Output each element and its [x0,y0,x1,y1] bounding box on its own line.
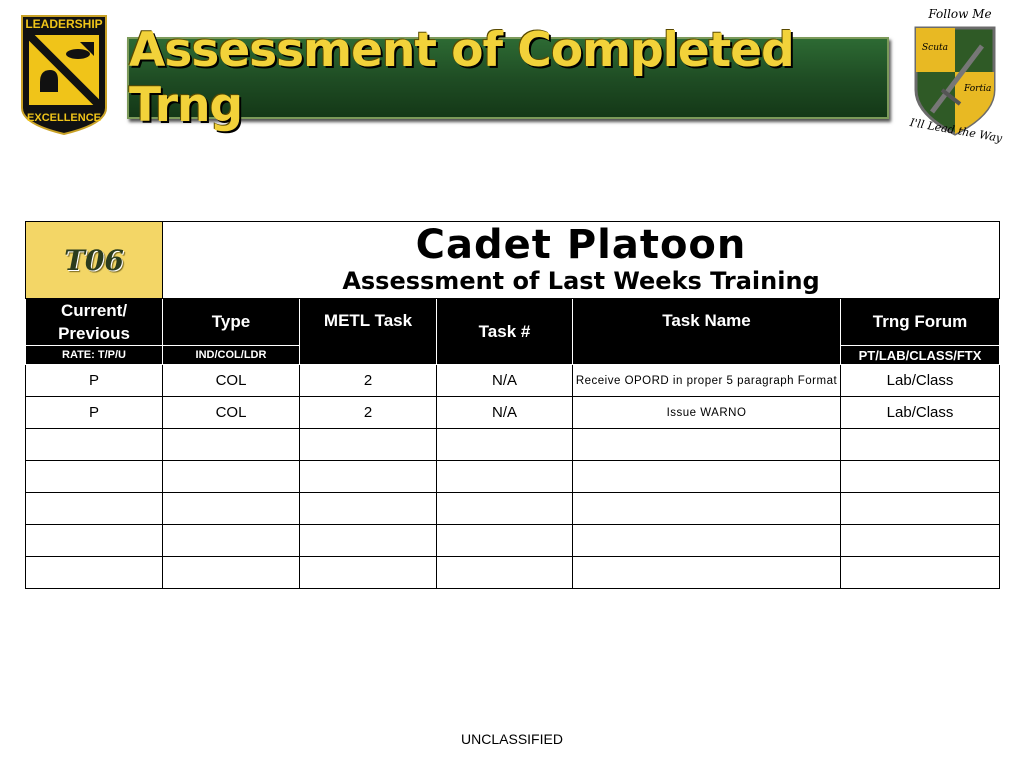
cell-task-number [437,493,573,525]
col-header-metl-task: METL Task [300,299,437,365]
cell-type [163,557,300,589]
right-logo-left-text: Scuta [922,43,948,53]
cell-metl-task [300,429,437,461]
left-logo-top-text: LEADERSHIP [25,17,103,31]
rotc-leadership-excellence-shield-icon [18,12,110,138]
cell-type: COL [163,365,300,397]
col-subheader-rate: RATE: T/P/U [26,346,163,365]
cell-type [163,525,300,557]
cell-rate: P [26,397,163,429]
cell-metl-task [300,525,437,557]
cell-trng-forum [841,461,1000,493]
cell-metl-task: 2 [300,397,437,429]
cell-task-number [437,525,573,557]
banner-title: Assessment of Completed Trng [129,23,794,133]
cell-task-name: Receive OPORD in proper 5 paragraph Format [573,365,841,397]
t06-badge-label: T06 [64,243,124,277]
cell-trng-forum: Lab/Class [841,365,1000,397]
cell-task-name [573,557,841,589]
col-header-type: Type [163,299,300,346]
cell-type: COL [163,397,300,429]
col-header-task-name: Task Name [573,299,841,365]
title-banner [127,23,889,133]
table-row [26,557,1000,589]
cell-task-name: Issue WARNO [573,397,841,429]
table-row [26,461,1000,493]
table-row [26,525,1000,557]
cell-rate [26,525,163,557]
table-title: Cadet Platoon [415,222,747,268]
col-header-trng-forum: Trng Forum [841,299,1000,346]
cell-trng-forum [841,525,1000,557]
col-header-current-previous: Current/ Previous [26,299,163,346]
cell-metl-task [300,557,437,589]
cell-rate [26,557,163,589]
cell-trng-forum [841,557,1000,589]
right-logo-top-text: Follow Me [928,7,992,21]
cell-type [163,461,300,493]
follow-me-shield-icon [902,6,1010,146]
cell-task-name [573,493,841,525]
cell-task-name [573,525,841,557]
cell-rate: P [26,365,163,397]
cell-trng-forum [841,429,1000,461]
col-subheader-type: IND/COL/LDR [163,346,300,365]
table-row [26,493,1000,525]
cell-trng-forum: Lab/Class [841,397,1000,429]
table-title-cell [163,222,1000,299]
cell-trng-forum [841,493,1000,525]
cell-metl-task [300,461,437,493]
cell-task-name [573,461,841,493]
cell-rate [26,493,163,525]
cell-metl-task: 2 [300,365,437,397]
cell-task-name [573,429,841,461]
right-logo-bottom-text: I'll Lead the Way [908,115,1004,146]
table-row [26,397,1000,429]
cell-metl-task [300,493,437,525]
cell-type [163,493,300,525]
classification-footer: UNCLASSIFIED [461,731,563,747]
cell-task-number [437,557,573,589]
cell-rate [26,461,163,493]
cell-task-number [437,429,573,461]
left-logo-bottom-text: EXCELLENCE [27,112,101,124]
assessment-table [25,221,999,589]
table-row [26,429,1000,461]
table-subtitle: Assessment of Last Weeks Training [342,267,820,295]
cell-task-number: N/A [437,397,573,429]
cell-type [163,429,300,461]
table-row [26,365,1000,397]
right-logo-right-text: Fortia [964,84,992,94]
t06-badge [26,222,163,299]
col-subheader-forum: PT/LAB/CLASS/FTX [841,346,1000,365]
cell-task-number: N/A [437,365,573,397]
cell-task-number [437,461,573,493]
col-header-task-number: Task # [437,299,573,365]
cell-rate [26,429,163,461]
